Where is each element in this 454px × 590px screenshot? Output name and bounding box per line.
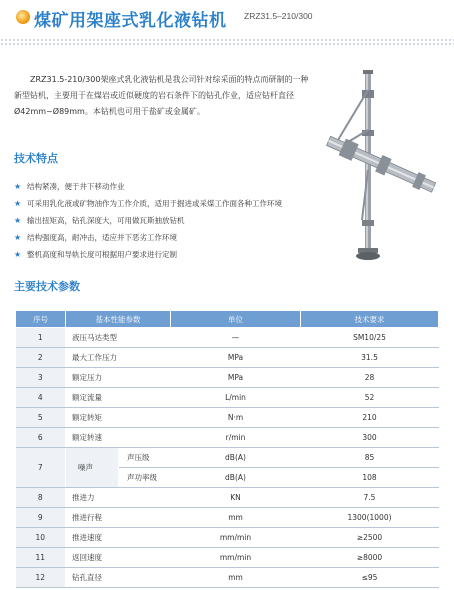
table-row: 7 噪声 声压级 dB(A) 85 — [16, 448, 439, 468]
specs-heading: 主要技术参数 — [14, 280, 80, 293]
table-row: 4 额定流量 L/min 52 — [16, 388, 439, 408]
table-row: 3 额定压力 MPa 28 — [16, 368, 439, 388]
intro-paragraph — [14, 72, 314, 120]
star-icon: ★ — [14, 216, 22, 225]
page-header — [0, 0, 454, 40]
model-number: ZRZ31.5–210/300 — [244, 11, 313, 21]
col-header-value: 技术要求 — [301, 311, 439, 328]
list-item: ★ 可采用乳化液或矿物油作为工作介质，适用于掘进或采煤工作面各种工作环境 — [14, 195, 344, 212]
page-title: 煤矿用架座式乳化液钻机 — [34, 11, 227, 31]
intro-text: ZRZ31.5-210/300架座式乳化液钻机是我公司针对综采面的特点而研制的一种新型钻机，主要用于在煤岩或近似硬度的岩石条件下的钻孔作业，适应钻杆直径Ø42mm~Ø89mm。本钻机也可用于盐矿或金属矿。 — [14, 75, 309, 116]
star-icon: ★ — [14, 199, 22, 208]
list-item: ★ 整机高度和导轨长度可根据用户要求进行定制 — [14, 246, 344, 263]
dotted-divider — [0, 38, 454, 46]
table-row: 6 额定转速 r/min 300 — [16, 428, 439, 448]
table-row: 8 推进力 KN 7.5 — [16, 488, 439, 508]
feature-list — [14, 178, 344, 263]
table-row: 11 返回速度 mm/min ≥8000 — [16, 548, 439, 568]
list-item: ★ 结构强度高，耐冲击，适应井下恶劣工作环境 — [14, 229, 344, 246]
title-bullet-icon — [16, 10, 30, 24]
list-item: ★ 输出扭矩高，钻孔深度大，可用做瓦斯抽放钻机 — [14, 212, 344, 229]
table-row: 12 钻孔直径 mm ≤95 — [16, 568, 439, 588]
features-heading: 技术特点 — [14, 152, 58, 165]
table-row: 9 推进行程 mm 1300(1000) — [16, 508, 439, 528]
list-item: ★ 结构紧凑，便于井下移动作业 — [14, 178, 344, 195]
col-header-param: 基本性能参数 — [66, 311, 171, 328]
table-row: 1 液压马达类型 — SM10/25 — [16, 328, 439, 348]
spec-table — [15, 310, 439, 588]
table-row: 声功率级 dB(A) 108 — [16, 468, 439, 488]
table-header-row — [16, 311, 439, 328]
star-icon: ★ — [14, 182, 22, 191]
col-header-unit: 单位 — [171, 311, 301, 328]
col-header-no: 序号 — [16, 311, 66, 328]
star-icon: ★ — [14, 250, 22, 259]
table-row: 10 推进速度 mm/min ≥2500 — [16, 528, 439, 548]
star-icon: ★ — [14, 233, 22, 242]
table-row: 2 最大工作压力 MPa 31.5 — [16, 348, 439, 368]
table-row: 5 额定转矩 N·m 210 — [16, 408, 439, 428]
